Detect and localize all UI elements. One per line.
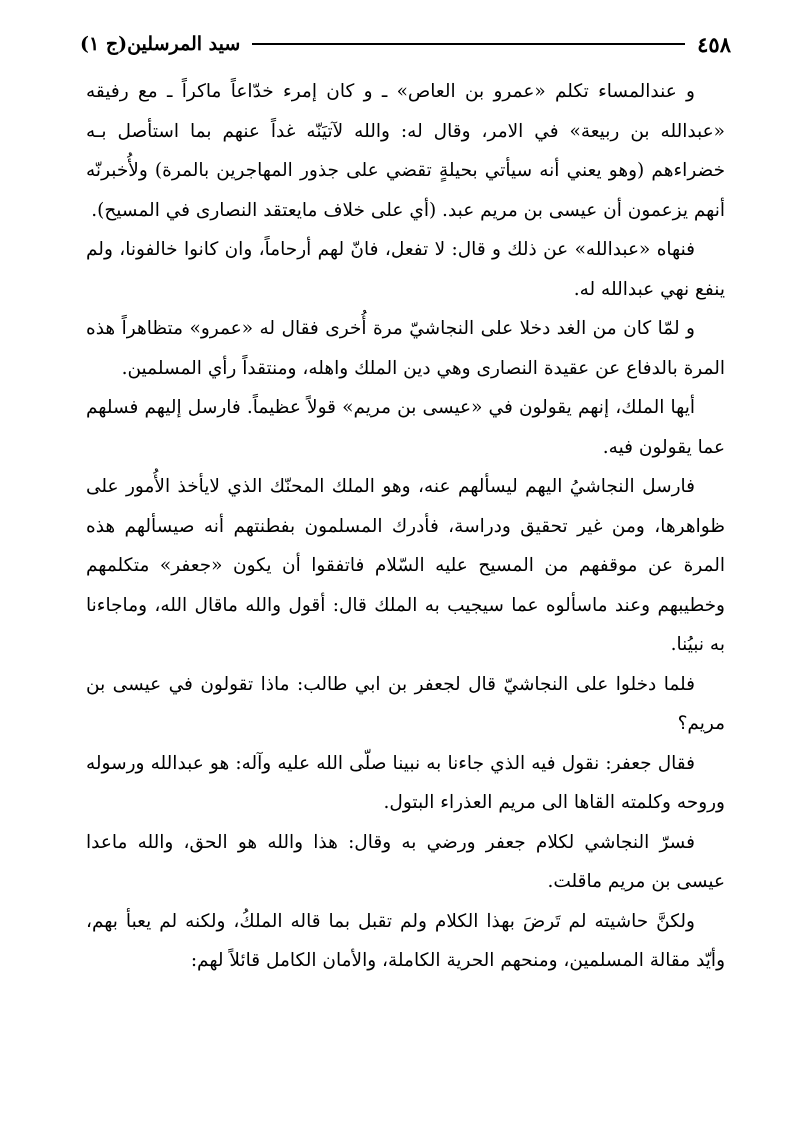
page-number: ٤٥٨ [697,31,731,57]
paragraph-8: فسرّ النجاشي لكلام جعفر ورضي به وقال: هذا والله هو الحق، والله ماعدا عيسى بن مريم ماقلت. [86,831,725,892]
paragraph-1: و عندالمساء تكلم «عمرو بن العاص» ـ و كان إمرء خدّاعاً ماكراً ـ مع رفيقه «عبدالله بن ربيعة» في الامر، وقال له: والله لآتيَنّه غداً عنهم بما استأصل بـه خضراءهم (وهو يعني أنه سيأتي بحيلةٍ تقضي على جذور المهاجرين بالمرة) ولأُخبرنّه أنهم يزعمون أن عيسى بن مريم عبد. (أي على خلاف مايعتقد النصارى في المسيح). [86,81,725,221]
paragraph-6: فلما دخلوا على النجاشيّ قال لجعفر بن ابي طالب: ماذا تقولون في عيسى بن مريم؟ [86,673,725,734]
paragraph-3: و لمّا كان من الغد دخلا على النجاشيّ مرة أُخرى فقال له «عمرو» متظاهراً هذه المرة بالدفاع عن عقيدة النصارى وهي دين الملك واهله، ومنتقداً رأي المسلمين. [86,318,725,379]
body-text [86,72,725,981]
paragraph-9: ولكنَّ حاشيته لم تَرضَ بهذا الكلام ولم تقبل بما قاله الملكُ، ولكنه لم يعبأ بهم، وأيّد مقالة المسلمين، ومنحهم الحرية الكاملة، والأمان الكامل قائلاً لهم: [86,910,725,971]
page-header [80,24,731,64]
header-rule [252,43,685,45]
paragraph-7: فقال جعفر: نقول فيه الذي جاءنا به نبينا صلّى الله عليه وآله: هو عبدالله ورسوله وروحه وكلمته القاها الى مريم العذراء البتول. [86,752,725,813]
running-title: سيد المرسلين(ج ١) [80,33,241,55]
paragraph-2: فنهاه «عبدالله» عن ذلك و قال: لا تفعل، فانّ لهم أرحاماً، وان كانوا خالفونا، ولم ينفع نهي عبدالله له. [86,239,725,300]
paragraph-5: فارسل النجاشيُ اليهم ليسألهم عنه، وهو الملك المحنّك الذي لايأخذ الأُمور على ظواهرها، ومن غير تحقيق ودراسة، فأدرك المسلمون بفطنتهم أنه صيسألهم هذه المرة عن موقفهم من المسيح عليه السّلام فاتفقوا أن يكون «جعفر» متكلمهم وخطيبهم وعند ماسألوه عما سيجيب به الملك قال: أقول والله ماقال الله، وماجاءنا به نبيُنا. [86,476,725,655]
paragraph-4: أيها الملك، إنهم يقولون في «عيسى بن مريم» قولاً عظيماً. فارسل إليهم فسلهم عما يقولون فيه. [86,397,725,458]
